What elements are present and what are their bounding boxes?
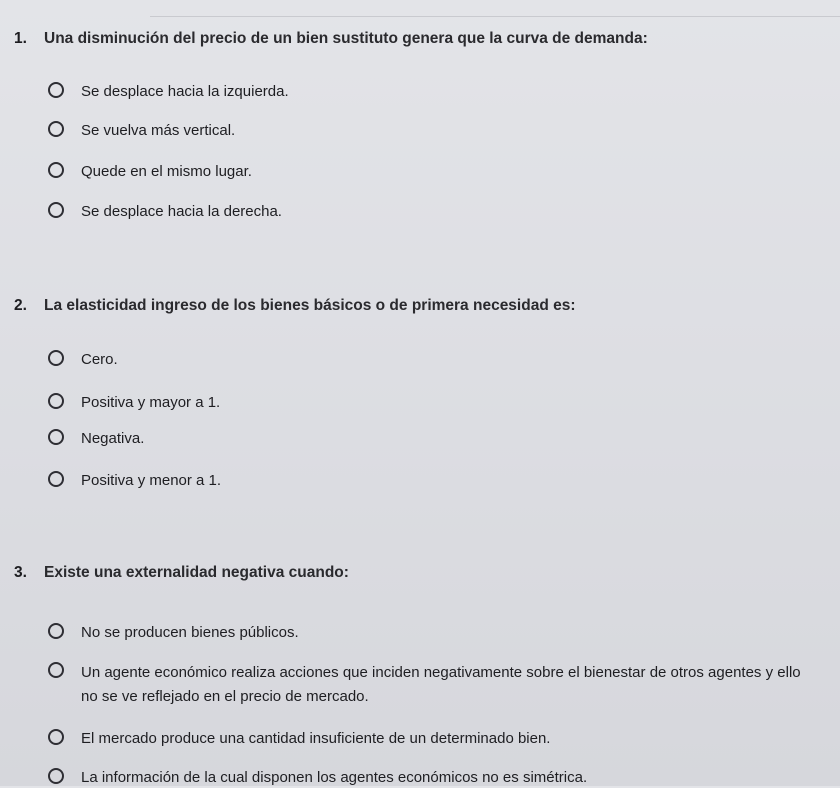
option-label: Positiva y mayor a 1. [81, 394, 221, 411]
q3-option-1[interactable] [48, 622, 828, 643]
radio-button[interactable] [48, 162, 64, 178]
question-text: Una disminución del precio de un bien sustituto genera que la curva de demanda: [44, 30, 648, 47]
q2-option-1[interactable] [48, 349, 828, 370]
option-label: Un agente económico realiza acciones que inciden negativamente sobre el bienestar de otros agentes y ello no se ve reflejado en el precio de mercado. [81, 664, 801, 705]
option-label: Negativa. [81, 430, 145, 447]
option-label: Cero. [81, 351, 118, 368]
radio-button[interactable] [48, 768, 64, 784]
option-label: Quede en el mismo lugar. [81, 163, 252, 180]
q2-option-4[interactable] [48, 470, 828, 491]
q3-option-4[interactable] [48, 767, 828, 788]
q1-option-2[interactable] [48, 120, 828, 141]
radio-button[interactable] [48, 202, 64, 218]
radio-button[interactable] [48, 82, 64, 98]
question-2-header [14, 296, 576, 315]
q3-option-3[interactable] [48, 728, 828, 749]
question-text: La elasticidad ingreso de los bienes básicos o de primera necesidad es: [44, 297, 576, 314]
radio-button[interactable] [48, 623, 64, 639]
radio-button[interactable] [48, 729, 64, 745]
radio-button[interactable] [48, 393, 64, 409]
radio-button[interactable] [48, 429, 64, 445]
option-label: La información de la cual disponen los agentes económicos no es simétrica. [81, 769, 588, 786]
radio-button[interactable] [48, 471, 64, 487]
q2-option-2[interactable] [48, 392, 828, 413]
question-1-header [14, 29, 648, 48]
question-3-header [14, 563, 349, 582]
question-number: 1. [14, 30, 27, 47]
option-label: No se producen bienes públicos. [81, 624, 299, 641]
top-divider [150, 16, 840, 17]
q1-option-4[interactable] [48, 201, 828, 222]
q1-option-1[interactable] [48, 81, 828, 102]
question-number: 2. [14, 297, 27, 314]
radio-button[interactable] [48, 662, 64, 678]
question-text: Existe una externalidad negativa cuando: [44, 564, 349, 581]
option-label: Se vuelva más vertical. [81, 122, 236, 139]
radio-button[interactable] [48, 350, 64, 366]
option-label: Positiva y menor a 1. [81, 472, 222, 489]
q3-option-2[interactable] [48, 661, 828, 709]
q1-option-3[interactable] [48, 161, 828, 182]
option-label: Se desplace hacia la izquierda. [81, 83, 289, 100]
radio-button[interactable] [48, 121, 64, 137]
option-label: El mercado produce una cantidad insuficiente de un determinado bien. [81, 730, 551, 747]
option-label: Se desplace hacia la derecha. [81, 203, 282, 220]
q2-option-3[interactable] [48, 428, 828, 449]
question-number: 3. [14, 564, 27, 581]
